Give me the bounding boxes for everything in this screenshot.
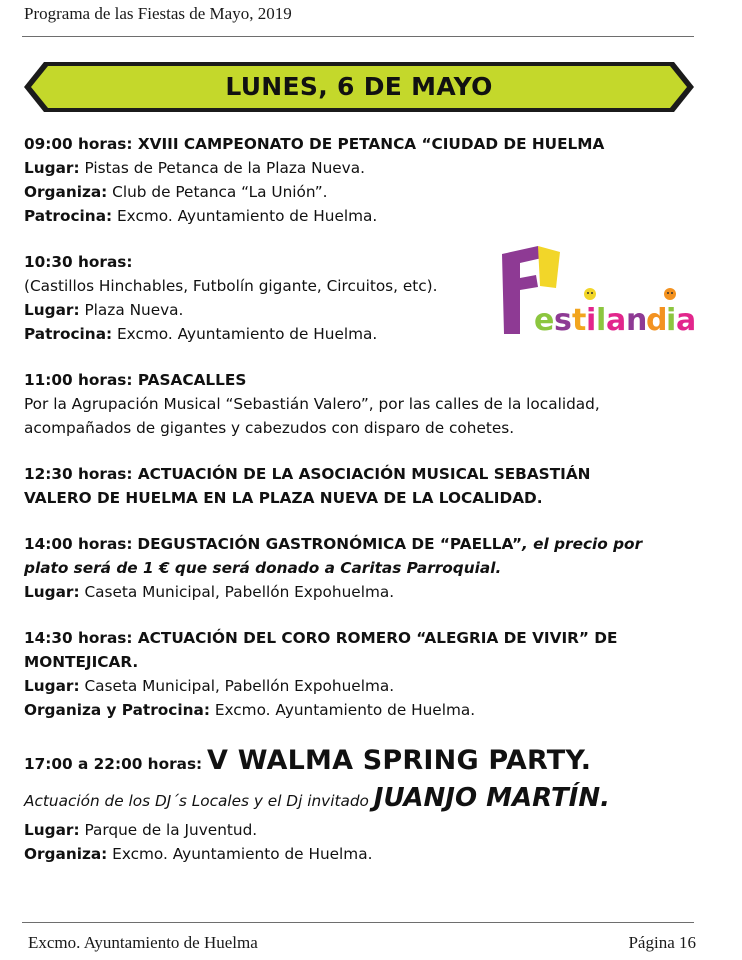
field-label: Lugar:: [24, 821, 80, 839]
festilandia-logo-icon: [498, 244, 698, 339]
event-1230: [24, 462, 714, 510]
day-banner: [22, 60, 696, 114]
footer-rule: [22, 922, 694, 923]
event-title: ACTUACIÓN DEL CORO ROMERO “ALEGRIA DE VIVIR” DE: [137, 629, 618, 647]
svg-text:s: s: [554, 303, 572, 338]
svg-text:n: n: [626, 303, 648, 338]
field-value: Excmo. Ayuntamiento de Huelma.: [214, 701, 476, 719]
event-note: plato será de 1 € que será donado a Caritas Parroquial.: [24, 559, 502, 577]
running-header: Programa de las Fiestas de Mayo, 2019: [24, 4, 292, 23]
guest-dj: JUANJO MARTÍN.: [373, 783, 610, 813]
svg-text:e: e: [534, 303, 555, 338]
svg-text:a: a: [676, 303, 697, 338]
field-value: Caseta Municipal, Pabellón Expohuelma.: [84, 583, 395, 601]
field-label: Organiza:: [24, 183, 108, 201]
event-description: acompañados de gigantes y cabezudos con disparo de cohetes.: [24, 419, 515, 437]
event-0900: [24, 132, 714, 228]
field-label: Patrocina:: [24, 207, 113, 225]
event-time: 11:00 horas:: [24, 371, 133, 389]
event-time: 09:00 horas:: [24, 135, 133, 153]
svg-text:a: a: [606, 303, 627, 338]
field-value: Club de Petanca “La Unión”.: [112, 183, 328, 201]
svg-text:i: i: [666, 303, 677, 338]
field-label: Organiza:: [24, 845, 108, 863]
event-note: , el precio por: [522, 535, 643, 553]
event-description: Actuación de los DJ´s Locales y el Dj invitado: [24, 792, 369, 810]
event-time: 14:30 horas:: [24, 629, 133, 647]
svg-text:l: l: [596, 303, 607, 338]
event-description: (Castillos Hinchables, Futbolín gigante, Circuitos, etc).: [24, 277, 438, 295]
event-description: Por la Agrupación Musical “Sebastián Valero”, por las calles de la localidad,: [24, 395, 600, 413]
field-value: Pistas de Petanca de la Plaza Nueva.: [84, 159, 365, 177]
field-label: Patrocina:: [24, 325, 113, 343]
field-label: Lugar:: [24, 159, 80, 177]
event-title: V WALMA SPRING PARTY.: [207, 745, 592, 776]
event-1430: [24, 626, 714, 722]
header-rule: [22, 36, 694, 37]
event-time: 14:00 horas:: [24, 535, 133, 553]
svg-text:t: t: [572, 303, 587, 338]
footer-publisher: Excmo. Ayuntamiento de Huelma: [28, 933, 258, 952]
field-value: Excmo. Ayuntamiento de Huelma.: [112, 845, 373, 863]
field-value: Plaza Nueva.: [84, 301, 184, 319]
festilandia-logo: [498, 244, 698, 339]
event-1700: [24, 744, 714, 866]
field-label: Lugar:: [24, 301, 80, 319]
event-time: 10:30 horas:: [24, 253, 133, 271]
field-label: Lugar:: [24, 583, 80, 601]
event-1100: [24, 368, 714, 440]
event-title: XVIII CAMPEONATO DE PETANCA “CIUDAD DE HUELMA: [137, 135, 605, 153]
event-title: MONTEJICAR.: [24, 653, 139, 671]
svg-text:d: d: [646, 303, 668, 338]
event-1400: [24, 532, 714, 604]
event-title: VALERO DE HUELMA EN LA PLAZA NUEVA DE LA LOCALIDAD.: [24, 489, 543, 507]
day-title: LUNES, 6 DE MAYO: [225, 72, 493, 101]
event-title: ACTUACIÓN DE LA ASOCIACIÓN MUSICAL SEBASTIÁN: [137, 465, 591, 483]
field-value: Excmo. Ayuntamiento de Huelma.: [117, 325, 378, 343]
field-value: Caseta Municipal, Pabellón Expohuelma.: [84, 677, 395, 695]
field-value: Excmo. Ayuntamiento de Huelma.: [117, 207, 378, 225]
svg-text:i: i: [586, 303, 597, 338]
event-title: PASACALLES: [137, 371, 247, 389]
field-label: Lugar:: [24, 677, 80, 695]
page-number: Página 16: [628, 933, 696, 952]
field-value: Parque de la Juventud.: [84, 821, 258, 839]
event-title: DEGUSTACIÓN GASTRONÓMICA DE “PAELLA”: [137, 535, 523, 553]
event-time: 17:00 a 22:00 horas:: [24, 755, 203, 773]
event-time: 12:30 horas:: [24, 465, 133, 483]
field-label: Organiza y Patrocina:: [24, 701, 210, 719]
